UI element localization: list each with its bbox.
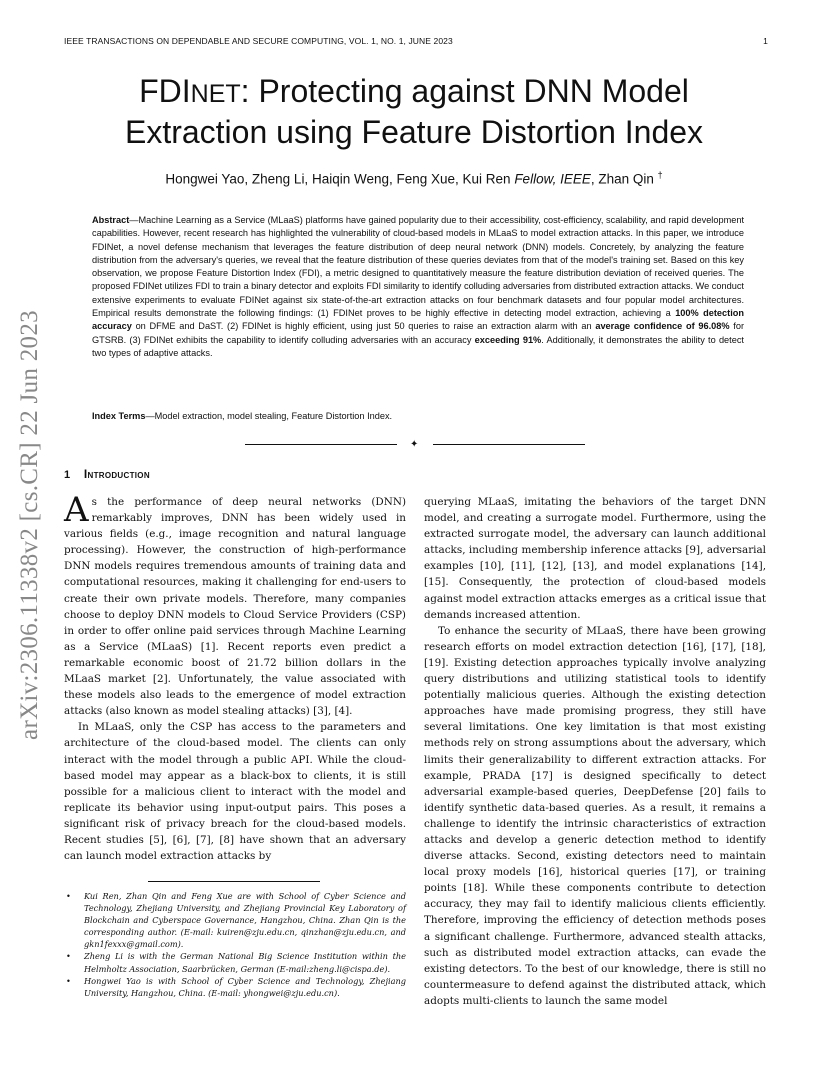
abstract-bold-2: average confidence of 96.08%	[595, 321, 730, 332]
section-divider	[245, 439, 585, 449]
footnote-item: • Kui Ren, Zhan Qin and Feng Xue are with School of Cyber Science and Technology, Zhejiang University, and Zhejiang Provincial Key Laboratory of Blockchain and Cyberspace Governance, Hangzhou, China. Zhan Qin is the corresponding author. (E-mail: kuiren@zju.edu.cn, qinzhan@zju.edu.cn, and gkn1fexxx@gmail.com).	[64, 890, 406, 950]
journal-name: IEEE TRANSACTIONS ON DEPENDABLE AND SECURE COMPUTING, VOL. 1, NO. 1, JUNE 2023	[64, 36, 453, 46]
footnote-rule	[148, 881, 320, 882]
title-line2: Extraction using Feature Distortion Index	[124, 114, 704, 150]
index-terms-text: —Model extraction, model stealing, Feature Distortion Index.	[145, 411, 393, 421]
paper-title	[100, 72, 728, 151]
abstract-text-2: on DFME and DaST. (2) FDINet is highly efficient, using just 50 queries to raise an extraction alarm with an	[131, 321, 596, 332]
left-column	[64, 490, 406, 864]
section-number: 1	[64, 469, 71, 481]
page-number: 1	[763, 36, 768, 46]
drop-cap: A	[64, 490, 89, 530]
index-terms-label: Index Terms	[92, 411, 146, 421]
footnotes	[64, 890, 406, 999]
abstract-bold-3: exceeding 91%	[474, 334, 542, 345]
abstract-bold-1: 100% detection accuracy	[92, 308, 744, 332]
abstract-text-1: —Machine Learning as a Service (MLaaS) platforms have gained popularity due to their accessibility, cost-efficiency, scalability, and rapid development capabilities. However, recent research has highlighted the vulnerability of cloud-based models in MLaaS to model extraction attacks. In this paper, we introduce FDINet, a novel defense mechanism that leverages the feature distribution of deep neural network (DNN) models. Concretely, by analyzing the feature distribution from the adversary's queries, we reveal that the feature distribution of these queries deviates from that of the model's training set. Based on this key observation, we propose Feature Distortion Index (FDI), a metric designed to quantitatively measure the feature distribution deviation of received queries. The proposed FDINet utilizes FDI to train a binary detector and exploits FDI similarity to identify colluding adversaries from distributed extraction attacks. We conduct extensive experiments to evaluate FDINet against six state-of-the-art extraction attacks on four benchmark datasets and four popular model architectures. Empirical results demonstrate the following findings: (1) FDINet proves to be highly effective in detecting model extraction, achieving a	[92, 215, 744, 319]
intro-text-1: s the performance of deep neural networks (DNN) remarkably improves, DNN has been widely used in various fields (e.g., image recognition and natural language processing). However, the construction of high-performance DNN models requires tremendous amounts of training data and computational resources, making it challenging for end-users to create their own private models. Therefore, many companies choose to deploy DNN models to Cloud Service Providers (CSP) in order to offer online paid services through Machine Learning as a Service (MLaaS) [1]. Recent reports even predict a remarkable economic boost of 21.72 billion dollars in the MLaaS market [2]. Unfortunately, the value associated with these models also leads to the emergence of model extraction attacks (also known as model stealing attacks) [3], [4].	[64, 496, 406, 718]
arxiv-identifier: arXiv:2306.11338v2 [cs.CR] 22 Jun 2023	[16, 310, 43, 740]
dagger-mark: †	[657, 170, 663, 180]
divider-line-left	[245, 444, 397, 445]
title-line1-rest: : Protecting against DNN Model	[240, 73, 689, 109]
index-terms	[92, 411, 744, 421]
right-paragraph-1: querying MLaaS, imitating the behaviors of the target DNN model, and creating a surrogate model. Furthermore, using the extracted surrogate model, the adversary can launch additional attacks, including membership inference attacks [9], adversarial examples [10], [11], [12], [13], and model explanations [14], [15]. Consequently, the protection of cloud-based models against model extraction attacks emerges as a critical issue that demands increased attention.	[424, 496, 766, 621]
title-net: NET	[190, 80, 241, 108]
arxiv-stamp[interactable]	[10, 290, 50, 760]
author-list	[100, 170, 728, 187]
abstract-text-4: . Additionally, it demonstrates the ability to detect two types of adaptive attacks.	[92, 334, 744, 358]
fellow-ieee: Fellow, IEEE	[514, 171, 591, 187]
authors-post: , Zhan Qin	[590, 171, 658, 187]
abstract-text-3: for GTSRB. (3) FDINet exhibits the capability to identify colluding adversaries with an accuracy	[92, 321, 745, 345]
divider-line-right	[433, 444, 585, 445]
intro-paragraph-1	[64, 490, 406, 719]
abstract	[92, 214, 744, 360]
footnote-item: • Hongwei Yao is with School of Cyber Science and Technology, Zhejiang University, Hangzhou, China. (E-mail: yhongwei@zju.edu.cn).	[64, 975, 406, 999]
right-paragraph-2: To enhance the security of MLaaS, there have been growing research efforts on model extraction detection [16], [17], [18], [19]. Existing detection approaches typically involve analyzing query distributions and utilizing statistical tools to identify potentially malicious queries. Although the existing detection approaches have made promising progress, they still have several limitations. One key limitation is that most existing methods rely on strong assumptions about the adversary, which limits their generalizability to different extraction attacks. For example, PRADA [17] is designed specifically to detect adversarial example-based queries, DeepDefense [20] fails to identify synthetic data-based queries. As a result, it remains a challenge to identify the intrinsic characteristics of extraction attacks and develop a generic detection method to identify diverse attacks. Second, existing detectors need to maintain local proxy models [16], historical queries [17], or training points [18]. While these components contribute to detection accuracy, they may fail to identify malicious clients efficiently. Therefore, improving the efficiency of detection methods poses a significant challenge. Furthermore, advanced stealth attacks, such as distributed model extraction attacks, can evade the existing detectors. To the best of our knowledge, there is still no countermeasure to defend against the distributed attack, which adopts multi-clients to launch the same model	[424, 624, 766, 1007]
right-column	[424, 494, 766, 1009]
footnote-item: • Zheng Li is with the German National Big Science Institution within the Helmholtz Association, Saarbrücken, German (E-mail:zheng.li@cispa.de).	[64, 950, 406, 974]
intro-paragraph-2: In MLaaS, only the CSP has access to the parameters and architecture of the cloud-based model. The clients can only interact with the model through a public API. While the cloud-based model may appear as a black-box to clients, it is still possible for a malicious client to interact with the model and replicate its behavior using input-output pairs. This poses a significant risk of privacy breach for the cloud-based models. Recent studies [5], [6], [7], [8] have shown that an adversary can launch model extraction attacks by	[64, 721, 406, 863]
title-fdi: FDI	[139, 73, 191, 109]
authors-pre: Hongwei Yao, Zheng Li, Haiqin Weng, Feng Xue, Kui Ren	[165, 171, 515, 187]
diamond-icon: ✦	[410, 439, 419, 450]
section-heading	[64, 467, 150, 481]
abstract-label: Abstract	[92, 215, 130, 225]
section-title: Introduction	[83, 467, 150, 481]
running-header	[64, 36, 768, 50]
